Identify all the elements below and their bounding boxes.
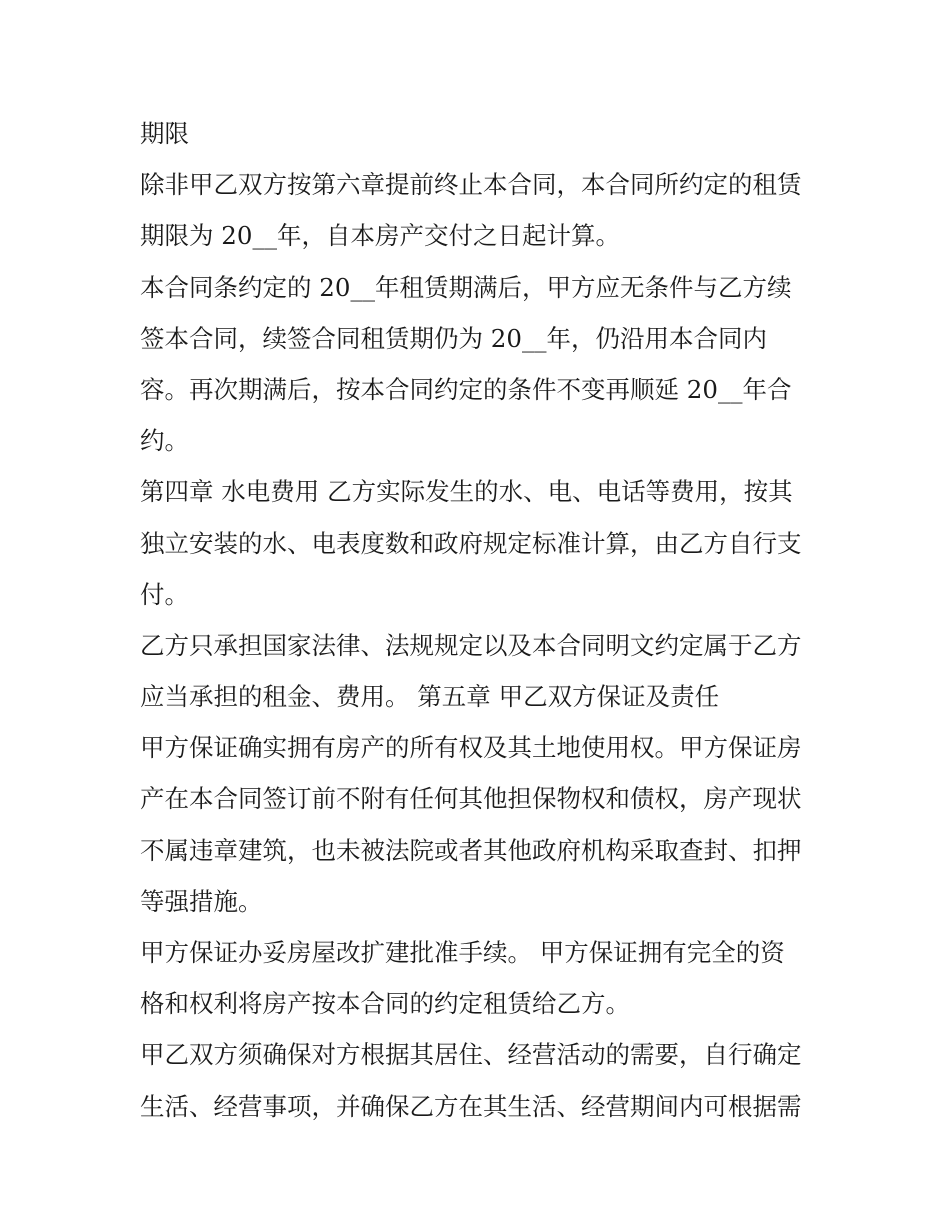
text-line: 期限 [140, 119, 189, 148]
text-line: 付。 [140, 579, 189, 609]
text-line: 容。再次期满后，按本合同约定的条件不变再顺延 20__年合 [140, 374, 792, 404]
text-line: 本合同条约定的 20__年租赁期满后，甲方应无条件与乙方续 [140, 272, 792, 302]
text-line: 除非甲乙双方按第六章提前终止本合同，本合同所约定的租赁 [140, 170, 802, 200]
text-line: 独立安装的水、电表度数和政府规定标准计算，由乙方自行支 [140, 528, 802, 558]
text-line: 甲乙双方须确保对方根据其居住、经营活动的需要，自行确定 [140, 1040, 802, 1070]
text-line: 不属违章建筑，也未被法院或者其他政府机构采取查封、扣押 [140, 835, 802, 865]
text-line: 甲方保证办妥房屋改扩建批准手续。 甲方保证拥有完全的资 [140, 938, 785, 967]
contract-text [140, 108, 820, 1132]
text-line: 应当承担的租金、费用。 第五章 甲乙双方保证及责任 [140, 682, 720, 712]
text-line: 生活、经营事项，并确保乙方在其生活、经营期间内可根据需 [140, 1091, 802, 1121]
text-line: 约。 [140, 426, 189, 456]
text-line: 第四章 水电费用 乙方实际发生的水、电、电话等费用，按其 [140, 477, 793, 507]
text-line: 格和权利将房产按本合同的约定租赁给乙方。 [140, 989, 630, 1019]
text-line: 期限为 20__年，自本房产交付之日起计算。 [140, 221, 620, 251]
text-line: 甲方保证确实拥有房产的所有权及其土地使用权。甲方保证房 [140, 733, 802, 763]
text-line: 产在本合同签订前不附有任何其他担保物权和债权，房产现状 [140, 784, 802, 814]
text-line: 等强措施。 [140, 886, 263, 916]
text-line: 签本合同，续签合同租赁期仍为 20__年，仍沿用本合同内 [140, 323, 767, 353]
text-line: 乙方只承担国家法律、法规规定以及本合同明文约定属于乙方 [140, 630, 802, 660]
